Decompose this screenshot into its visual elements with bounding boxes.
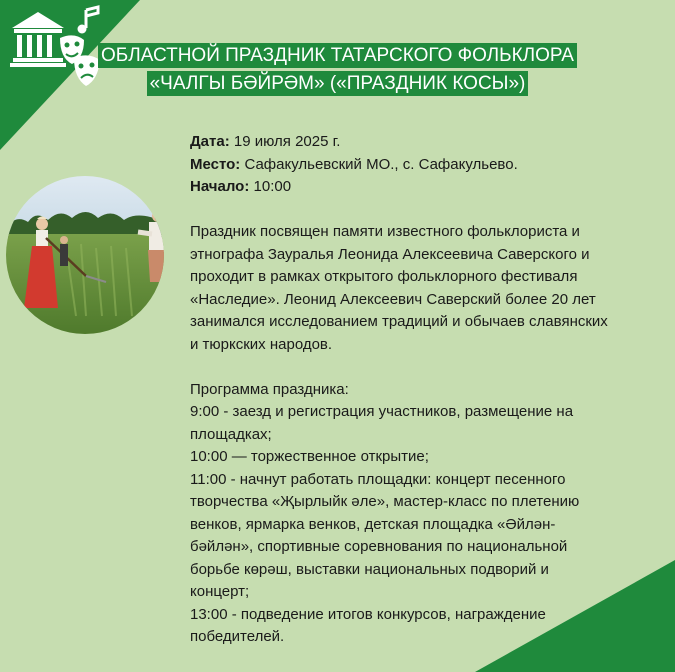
- program-line: борьбе көрәш, выставки национальных подворий и: [190, 560, 549, 578]
- description-line: «Наследие». Леонид Алексеевич Саверский более 20 лет: [190, 290, 596, 308]
- program-line: 9:00 - заезд и регистрация участников, размещение на: [190, 403, 574, 420]
- program-line: бәйлән», спортивные соревнования по национальной: [190, 538, 568, 555]
- page-title: [0, 42, 675, 98]
- description-line: проходит в рамках открытого фольклорного фестиваля: [190, 268, 578, 285]
- program-heading: Программа праздника:: [190, 380, 349, 398]
- program-line: концерт;: [190, 583, 250, 600]
- start-row: [190, 176, 660, 199]
- date-row: [190, 131, 660, 154]
- program-line: 11:00 - начнут работать площадки: концерт песенного: [190, 470, 566, 488]
- place-label: Место:: [190, 155, 241, 173]
- start-value: 10:00: [249, 178, 292, 195]
- event-info: [190, 131, 660, 649]
- date-label: Дата:: [190, 133, 230, 150]
- festival-photo: [6, 176, 164, 334]
- program-line: 13:00 - подведение итогов конкурсов, награждение: [190, 605, 546, 623]
- place-value: Сафакульевский МО., с. Сафакульево.: [240, 155, 518, 173]
- start-label: Начало:: [190, 178, 250, 195]
- description-line: и тюркских народов.: [190, 335, 333, 353]
- program-line: 10:00 — торжественное открытие;: [190, 448, 429, 465]
- program-line: площадках;: [190, 425, 272, 443]
- program-line: венков, ярмарка венков, детская площадка «Әйлән-: [190, 515, 556, 533]
- description-line: Праздник посвящен памяти известного фольклориста и: [190, 223, 580, 240]
- title-line-2: «ЧАЛГЫ БӘЙРӘМ» («ПРАЗДНИК КОСЫ»): [147, 71, 529, 96]
- description-line: этнографа Зауралья Леонида Алексеевича Саверского и: [190, 245, 590, 263]
- program-line: творчества «Җырлыйк әле», мастер-класс по плетению: [190, 493, 580, 510]
- date-value: 19 июля 2025 г.: [229, 133, 341, 150]
- title-line-1: ОБЛАСТНОЙ ПРАЗДНИК ТАТАРСКОГО ФОЛЬКЛОРА: [98, 43, 577, 68]
- program-line: победителей.: [190, 628, 285, 645]
- place-row: [190, 154, 660, 177]
- description-line: занимался исследованием традиций и обычаев славянских: [190, 313, 608, 330]
